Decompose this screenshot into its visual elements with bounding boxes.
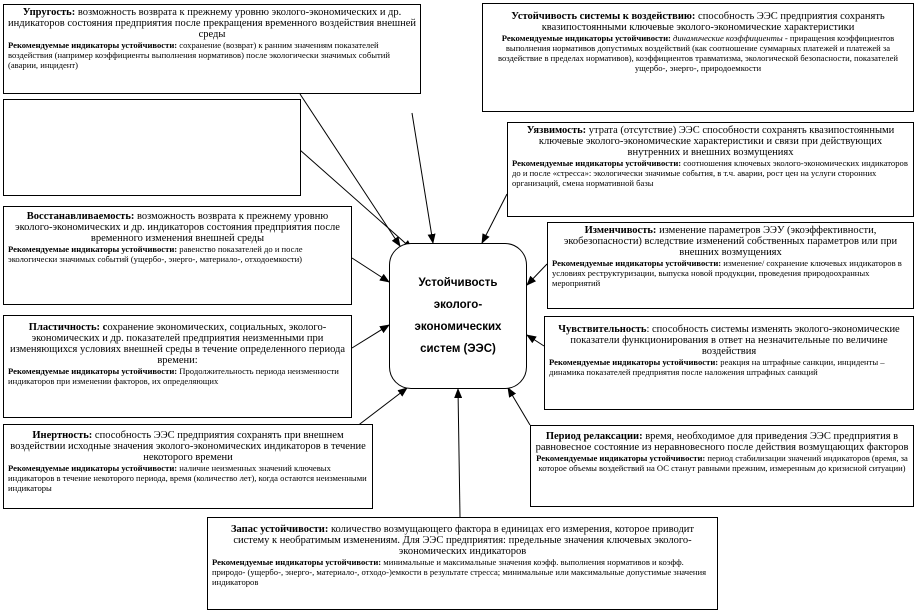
arrow-izmenchivost xyxy=(527,264,547,285)
indicators-uyazvimost: соотношения ключевых эколого-экономических индикаторов до и после «стресса»: экологически значимые события, в т.ч. аварии, рост цен на услуги сторонних организаций, смена нормативной базы xyxy=(512,158,908,188)
box-plastichnost xyxy=(3,315,352,418)
indicators-izmenchivost: изменение/ сохранение ключевых индикаторов в условиях реструктуризации, выпуска новой продукции, проведения природоохранных мероприятий xyxy=(552,258,902,288)
indicators-zapas: минимальные и максимальные значения коэфф. выполнения нормативов и коэфф. природо- (ущербо-, энерго-, материало-, отходо-)емкости в результате стресса; минимальные или максимальные допустимые значения индикаторов xyxy=(212,557,707,587)
indicators-label-uprugost: Рекомендуемые индикаторы устойчивости: xyxy=(8,40,178,50)
arrow-plastichnost xyxy=(352,325,389,348)
indicators-plastichnost: Продолжительность периода неизменности индикаторов при изменении факторов, их определяющих xyxy=(8,366,339,386)
term-period-relaksacii: Период релаксации: xyxy=(545,431,643,442)
indicators-label-ustoychivost-vozd: Рекомендуемые индикаторы устойчивости: xyxy=(501,33,671,43)
indicators-chuvstvitelnost: реакция на штрафные санкции, инциденты – динамика показателей предприятия после наложения штрафных санкций xyxy=(549,357,885,377)
definition-izmenchivost: изменение параметров ЭЭУ (экоэффективности, экобезопасности) вследствие изменений собственных параметров или при внешних возмущениях xyxy=(563,225,898,258)
box-uyazvimost xyxy=(507,122,914,217)
arrow-uyazvimost xyxy=(482,194,507,243)
box-empty xyxy=(3,99,301,196)
definition-uyazvimost: утрата (отсутствие) ЭЭС способности сохранять квазипостоянными ключевые эколого-экономические характеристики и связи при действующих внутренних и внешних возмущениях xyxy=(538,125,895,158)
box-period-relaksacii xyxy=(530,425,914,507)
box-zapas xyxy=(207,517,718,610)
arrow-period xyxy=(508,388,530,425)
term-plastichnost: Пластичность: с xyxy=(28,322,108,333)
term-ustoychivost-vozd: Устойчивость системы к воздействию: xyxy=(511,11,696,22)
box-vosstanavlivaemost xyxy=(3,206,352,305)
term-uprugost: Упругость: xyxy=(22,7,76,18)
definition-chuvstvitelnost: : способность системы изменять эколого-экономические показатели функционирования в ответ на незначительные по величине воздействия xyxy=(570,324,900,357)
indicators-period-relaksacii: период стабилизации значений индикаторов (время, за которое объемы воздействий на ОС станут равными прежним, измеренным до кризисной ситуации) xyxy=(538,453,908,473)
indicators-inertnost: наличие неизменных значений ключевых индикаторов в течение некоторого периода, время (количество лет), когда остаются неизменными индикаторы xyxy=(8,463,367,493)
definition-plastichnost: охранение экономических, социальных, эколого-экономических и др. показателей предприятия неизменными при изменяющихся условиях внешней среды в течение определенного периода времени: xyxy=(9,322,346,366)
indicators-label-period-relaksacii: Рекомендуемые индикаторы устойчивости: xyxy=(536,453,706,463)
indicators-italic-ustoychivost-vozd: динамические коэффициенты xyxy=(670,33,783,43)
indicators-label-inertnost: Рекомендуемые индикаторы устойчивости: xyxy=(8,463,178,473)
arrow-vosstanavlivaemost xyxy=(352,258,389,282)
definition-vosstanavlivaemost: возможность возврата к прежнему уровню эколого-экономических и др. индикаторов состояния предприятия после временного изменения внешней среды xyxy=(15,211,340,244)
indicators-label-chuvstvitelnost: Рекомендуемые индикаторы устойчивости: xyxy=(549,357,719,367)
box-uprugost xyxy=(3,4,421,94)
term-vosstanavlivaemost: Восстанавливаемость: xyxy=(26,211,135,222)
center-node xyxy=(389,243,527,389)
definition-inertnost: способность ЭЭС предприятия сохранять при внешнем воздействии исходные значения эколого-экономических индикаторов в течение некоторого времени xyxy=(10,430,366,463)
indicators-label-vosstanavlivaemost: Рекомендуемые индикаторы устойчивости: xyxy=(8,244,178,254)
box-ustoychivost-vozd xyxy=(482,3,914,112)
indicators-label-uyazvimost: Рекомендуемые индикаторы устойчивости: xyxy=(512,158,682,168)
term-zapas: Запас устойчивости: xyxy=(230,524,329,535)
box-inertnost xyxy=(3,424,373,509)
definition-period-relaksacii: время, необходимое для приведения ЭЭС предприятия в равновесное состояние из неравновесного после действия возмущающих факторов xyxy=(535,431,909,453)
term-izmenchivost: Изменчивость: xyxy=(584,225,657,236)
center-title: Устойчивость эколого- экономических систем (ЭЭС) xyxy=(414,277,502,355)
definition-ustoychivost-vozd: способность ЭЭС предприятия сохранять квазипостоянными ключевые эколого-экономические характеристики xyxy=(541,11,885,33)
indicators-vosstanavlivaemost: равенство показателей до и после экологически значимых событий (ущербо-, энерго-, материало-, отходоемкости) xyxy=(8,244,303,264)
indicators-label-izmenchivost: Рекомендуемые индикаторы устойчивости: xyxy=(552,258,722,268)
definition-zapas: количество возмущающего фактора в единицах его измерения, которое приводит систему к необратимым изменениям. Для ЭЭС предприятия: предельные значения ключевых эколого-экономических индикаторов xyxy=(233,524,695,557)
term-chuvstvitelnost: Чувствительность xyxy=(558,324,647,335)
arrow-ustoychivost xyxy=(412,113,433,243)
arrow-chuvstvitelnost xyxy=(527,335,544,346)
indicators-ustoychivost-vozd: - приращения коэффициентов выполнения нормативов допустимых воздействий (как соотношение суммарных платежей и платежей за воздействие в пределах нормативов), коэффициентов травматизма, экологической безопасности, показателей ущербо-, энерго-, природоемкости xyxy=(497,33,899,73)
definition-uprugost: возможность возврата к прежнему уровню эколого-экономических и др. индикаторов состояния предприятия после прекращения временного воздействия внешней среды xyxy=(8,7,416,40)
indicators-uprugost: сохранение (возврат) к ранним значениям показателей воздействия (например коэффициенты выполнения нормативов) после экологически значимых событий (аварии, инцидент) xyxy=(8,40,390,70)
term-uyazvimost: Уязвимость: xyxy=(526,125,587,136)
term-inertnost: Инертность: xyxy=(32,430,93,441)
box-chuvstvitelnost xyxy=(544,316,914,410)
box-izmenchivost xyxy=(547,222,914,309)
arrow-zapas xyxy=(458,389,460,517)
indicators-label-zapas: Рекомендуемые индикаторы устойчивости: xyxy=(212,557,382,567)
indicators-label-plastichnost: Рекомендуемые индикаторы устойчивости: xyxy=(8,366,178,376)
